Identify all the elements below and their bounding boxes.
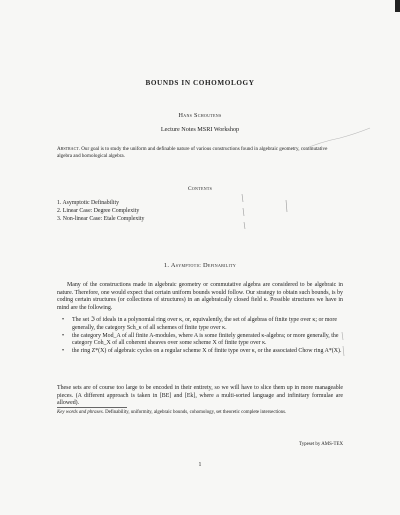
section-heading: 1. Asymptotic Definability [163,262,237,269]
page-number: 1 [198,462,202,468]
paper-title: BOUNDS IN COHOMOLOGY [145,79,255,87]
toc-item: 2. Linear Case: Degree Complexity [57,208,140,214]
contents-heading: Contents [187,186,213,192]
body-paragraph: Many of the constructions made in algebraic geometry or commutative algebra are considered to be algebraic in nature. Therefore, one would expect that certain uniform bounds would follow. Our strategy to obtain such bounds, is by coding certain structures (or collections of structures) in an algebraically closed field κ. Possible structures we have in mind are the following. [57,282,343,311]
footnote-rule [57,407,127,408]
abstract-label: Abstract. [57,146,80,152]
author-name: Hans Schoutens [178,112,222,119]
bullet-icon: • [62,348,65,355]
bullet-icon: • [62,317,65,323]
list-item-text: The set ℑ of ideals in a polynomial ring over κ, or, equivalently, the set of algebras of finite type over κ; or more generally, the category Sch_κ of all schemes of finite type over κ. [72,317,337,331]
list-item [62,317,343,332]
list-item [62,348,343,356]
table-of-contents [57,199,144,223]
margin-tick [282,198,292,218]
toc-item: 3. Non-linear Case: Etale Complexity [57,216,145,222]
typeset-credit: Typeset by AMS-TEX [299,442,343,447]
body-paragraph: These sets are of course too large to be encoded in their entirety, so we will have to slice them up in more manageable pieces. (A different approach is taken in [BE] and [Ek], where a multi-sorted language and infinitary formulae are allowed). [57,385,343,407]
list-item-text: the category Mod_A of all finite A-modules, where A is some finitely generated κ-algebra; or more generally, the category Coh_X of all coherent sheaves over some scheme X of finite type over κ. [72,332,339,347]
abstract-text: Our goal is to study the uniform and definable nature of various constructions found in algebraic geometry, commutative algebra and homological algebra. [57,146,328,160]
footnote-label: Key words and phrases. [57,410,104,415]
scan-corner-mark [395,0,400,12]
pencil-annotation [300,120,380,160]
toc-item: 1. Asymptotic Definability [57,200,119,206]
structure-list [62,317,343,356]
margin-marks [338,330,350,360]
list-item-text: the ring Z*(X) of algebraic cycles on a regular scheme X of finite type over κ, or the associated Chow ring A*(X). [72,348,342,355]
footnote [57,410,343,417]
paper-subtitle: Lecture Notes MSRI Workshop [160,126,240,133]
footnote-text: Definability, uniformity, algebraic bounds, cohomology, set theoretic complete intersections. [105,410,287,415]
list-item [62,333,343,348]
bullet-icon: • [62,332,65,339]
margin-marks [238,192,278,232]
